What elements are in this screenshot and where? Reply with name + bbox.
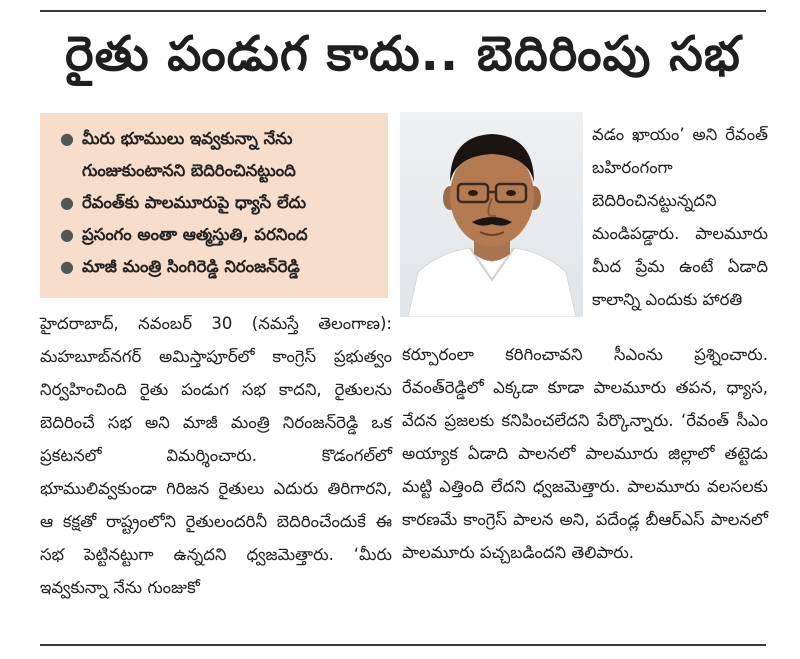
highlight-text: రేవంత్‌కు పాలమూరుపై ధ్యాసే లేదు [82, 193, 307, 212]
headline: రైతు పండుగ కాదు.. బెదిరింపు సభ [65, 26, 741, 82]
highlight-text: ప్రసంగం అంతా ఆత్మస్తుతి, పరనింద [82, 225, 308, 244]
article-column-left [40, 307, 392, 604]
highlight-item [60, 187, 378, 219]
highlight-text: మాజీ మంత్రి సింగిరెడ్డి నిరంజన్‌రెడ్డి [82, 257, 300, 276]
article-column-right-bottom [402, 338, 768, 569]
highlight-item [60, 123, 378, 187]
bullet-icon: ● [60, 257, 74, 276]
highlight-text: మీరు భూములు ఇవ్వకున్నా నేను గుంజుకుంటానని బెదిరించినట్టుంది [82, 129, 296, 180]
highlights-box [40, 113, 388, 298]
highlight-item [60, 251, 378, 283]
bottom-rule [40, 644, 766, 646]
bullet-icon: ● [60, 129, 74, 148]
article-text: హైదరాబాద్, నవంబర్ 30 (నమస్తే తెలంగాణ): మహబూబ్‌నగర్ అమిస్తాపూర్‌లో కాంగ్రెస్ ప్రభుత్వం నిర్వహించింది రైతు పండుగ సభ కాదని, రైతులను బెదిరించే సభ అని మాజీ మంత్రి నిరంజన్‌రెడ్డి ఒక ప్రకటనలో విమర్శించారు. కొడంగల్‌లో భూములివ్వకుండా గిరిజన రైతులు ఎదురు తిరిగారని, ఆ కక్షతో రాష్ట్రంలోని రైతులందరినీ బెదిరించేందుకే ఈ సభ పెట్టినట్టుగా ఉన్నదని ధ్వజమెత్తారు. ‘మీరు ఇవ్వకున్నా నేను గుంజుకో [40, 314, 392, 597]
portrait-icon [400, 112, 583, 317]
article-text: కర్పూరంలా కరిగించావని సీఎంను ప్రశ్నించారు. రేవంత్‌రెడ్డిలో ఎక్కడా కూడా పాలమూరు తపన, ధ్యాస, వేదన ప్రజలకు కనిపించలేదని పేర్కొన్నారు. ‘రేవంత్ సీఎం అయ్యాక ఏడాది పాలనలో పాలమూరు జిల్లాలో తట్టెడు మట్టి ఎత్తింది లేదని ధ్వజమెత్తారు. పాలమూరు వలసలకు కారణమే కాంగ్రెస్ పాలన అని, పదేండ్ల బీఆర్‌ఎస్ పాలనలో పాలమూరు పచ్చబడిందని తెలిపారు. [402, 345, 768, 562]
highlight-item [60, 219, 378, 251]
portrait-photo [400, 112, 583, 317]
bullet-icon: ● [60, 193, 74, 212]
top-rule [40, 10, 766, 12]
bullet-icon: ● [60, 225, 74, 244]
article-text: వడం ఖాయం’ అని రేవంత్ బహిరంగంగా బెదిరించినట్టున్నదని మండిపడ్డారు. పాలమూరు మీద ప్రేమ ఉంటే ఏడాది కాలాన్ని ఎందుకు హారతి [592, 125, 768, 309]
article-column-right-top [592, 118, 768, 316]
